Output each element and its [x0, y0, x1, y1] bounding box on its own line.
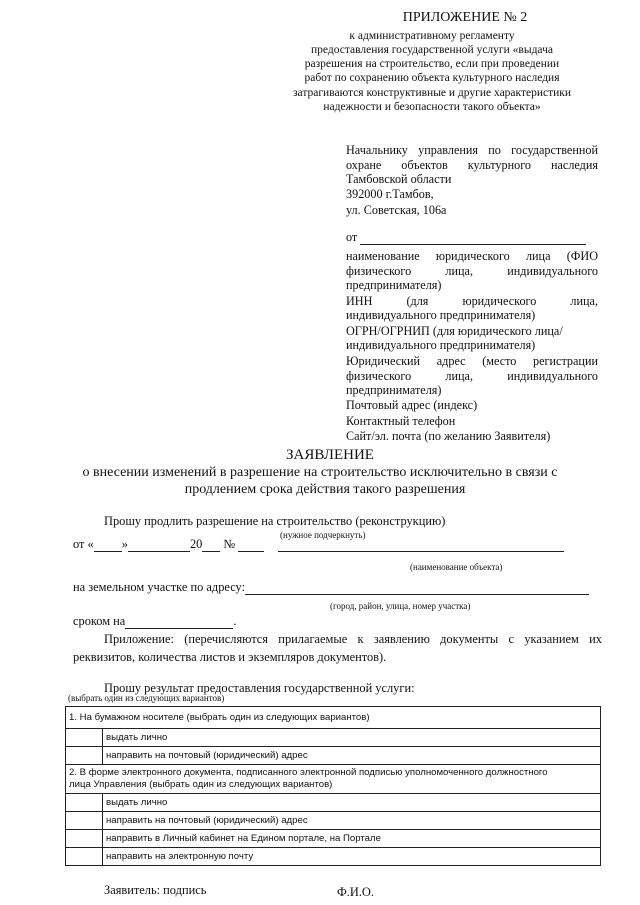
header-line: надежности и безопасности такого объекта» — [323, 101, 541, 113]
addressee-line: охране объектов культурного наследия — [346, 158, 598, 172]
option-checkbox[interactable] — [66, 848, 103, 866]
applicant-line: индивидуального предпринимателя) — [346, 308, 536, 322]
applicant-line: ОГРН/ОГРНИП (для юридического лица/ — [346, 324, 563, 338]
land-row — [73, 580, 589, 595]
term-end: . — [233, 614, 237, 628]
table-row — [66, 812, 601, 830]
attachment-line: реквизитов, количества листов и экземпляров документов). — [73, 650, 387, 664]
addressee-line: Тамбовской области — [346, 172, 452, 186]
header-line: разрешения на строительство, если при проведении — [304, 58, 560, 70]
option-label: выдать лично — [103, 729, 601, 747]
table-row — [66, 848, 601, 866]
date-number-row — [73, 537, 564, 552]
appendix-title: ПРИЛОЖЕНИЕ № 2 — [402, 10, 528, 25]
land-hint: (город, район, улица, номер участка) — [330, 601, 471, 611]
date-year: 20 — [189, 537, 203, 551]
date-month-input[interactable] — [128, 539, 190, 552]
option-label: направить на почтовый (юридический) адрес — [103, 747, 601, 765]
applicant-line: Сайт/эл. почта (по желанию Заявителя) — [346, 429, 551, 443]
from-input[interactable] — [360, 232, 586, 245]
option-label: направить на почтовый (юридический) адрес — [103, 812, 601, 830]
option-checkbox[interactable] — [66, 812, 103, 830]
request-hint: (нужное подчеркнуть) — [280, 530, 366, 540]
from-row — [346, 230, 586, 245]
applicant-line: наименование юридического лица (ФИО — [346, 249, 598, 263]
number-sign: № — [223, 537, 236, 551]
result-label: Прошу результат предоставления государственной услуги: — [104, 681, 415, 695]
section-2-header — [66, 765, 601, 794]
table-row — [66, 729, 601, 747]
applicant-line: физического лица, индивидуального — [346, 369, 598, 383]
option-checkbox[interactable] — [66, 729, 103, 747]
applicant-line: индивидуального предпринимателя) — [346, 338, 536, 352]
table-row — [66, 830, 601, 848]
header-line: затрагиваются конструктивные и другие характеристики — [292, 87, 572, 99]
term-label: сроком на — [73, 614, 126, 628]
option-label: направить в Личный кабинет на Едином портале, на Портале — [103, 830, 601, 848]
header-line: предоставления государственной услуги «выдача — [311, 44, 553, 56]
date-mid: » — [121, 537, 128, 551]
applicant-line: предпринимателя) — [346, 278, 442, 292]
applicant-line: Почтовый адрес (индекс) — [346, 398, 478, 412]
object-hint: (наименование объекта) — [410, 562, 503, 572]
table-row — [66, 794, 601, 812]
signature-label: Заявитель: подпись — [104, 883, 207, 897]
option-checkbox[interactable] — [66, 794, 103, 812]
table-row — [66, 747, 601, 765]
applicant-line: ИНН (для юридического лица, — [346, 294, 598, 308]
number-input[interactable] — [238, 539, 264, 552]
header-line: работ по сохранению объекта культурного наследия — [304, 72, 560, 84]
option-checkbox[interactable] — [66, 830, 103, 848]
addressee-line: ул. Советская, 106а — [346, 203, 447, 217]
statement-title: ЗАЯВЛЕНИЕ — [286, 447, 374, 463]
result-hint: (выбрать один из следующих вариантов) — [68, 693, 225, 703]
request-text: Прошу продлить разрешение на строительство (реконструкцию) — [104, 514, 446, 528]
header-line: к административному регламенту — [349, 30, 515, 42]
option-label: направить на электронную почту — [103, 848, 601, 866]
section-2-line: лица Управления (выбрать один из следующих вариантов) — [69, 779, 333, 790]
statement-subtitle: о внесении изменений в разрешение на строительство исключительно в связи с — [82, 465, 558, 480]
section-1-header: 1. На бумажном носителе (выбрать один из следующих вариантов) — [66, 707, 601, 729]
object-name-input[interactable] — [278, 539, 564, 552]
land-address-input[interactable] — [245, 582, 589, 595]
land-label: на земельном участке по адресу: — [73, 580, 246, 594]
table-row — [66, 765, 601, 794]
statement-subtitle: продлением срока действия такого разрешения — [184, 482, 466, 497]
date-year-input[interactable] — [202, 539, 220, 552]
applicant-line: физического лица, индивидуального — [346, 264, 598, 278]
attachment-line: Приложение: (перечисляются прилагаемые к заявлению документы с указанием их — [104, 632, 602, 646]
applicant-line: предпринимателя) — [346, 383, 442, 397]
from-label: от — [346, 230, 358, 244]
addressee-line: 392000 г.Тамбов, — [346, 187, 434, 201]
fio-label: Ф.И.О. — [337, 885, 374, 899]
term-row — [73, 614, 236, 629]
section-2-line: 2. В форме электронного документа, подписанного электронной подписью уполномоченного должностного — [69, 767, 548, 778]
term-input[interactable] — [125, 616, 233, 629]
option-checkbox[interactable] — [66, 747, 103, 765]
applicant-line: Юридический адрес (место регистрации — [346, 354, 598, 368]
option-label: выдать лично — [103, 794, 601, 812]
applicant-line: Контактный телефон — [346, 414, 456, 428]
table-row — [66, 707, 601, 729]
date-day-input[interactable] — [94, 539, 122, 552]
result-options-table — [65, 706, 601, 866]
date-prefix: от « — [73, 537, 94, 551]
addressee-line: Начальнику управления по государственной — [346, 143, 598, 157]
